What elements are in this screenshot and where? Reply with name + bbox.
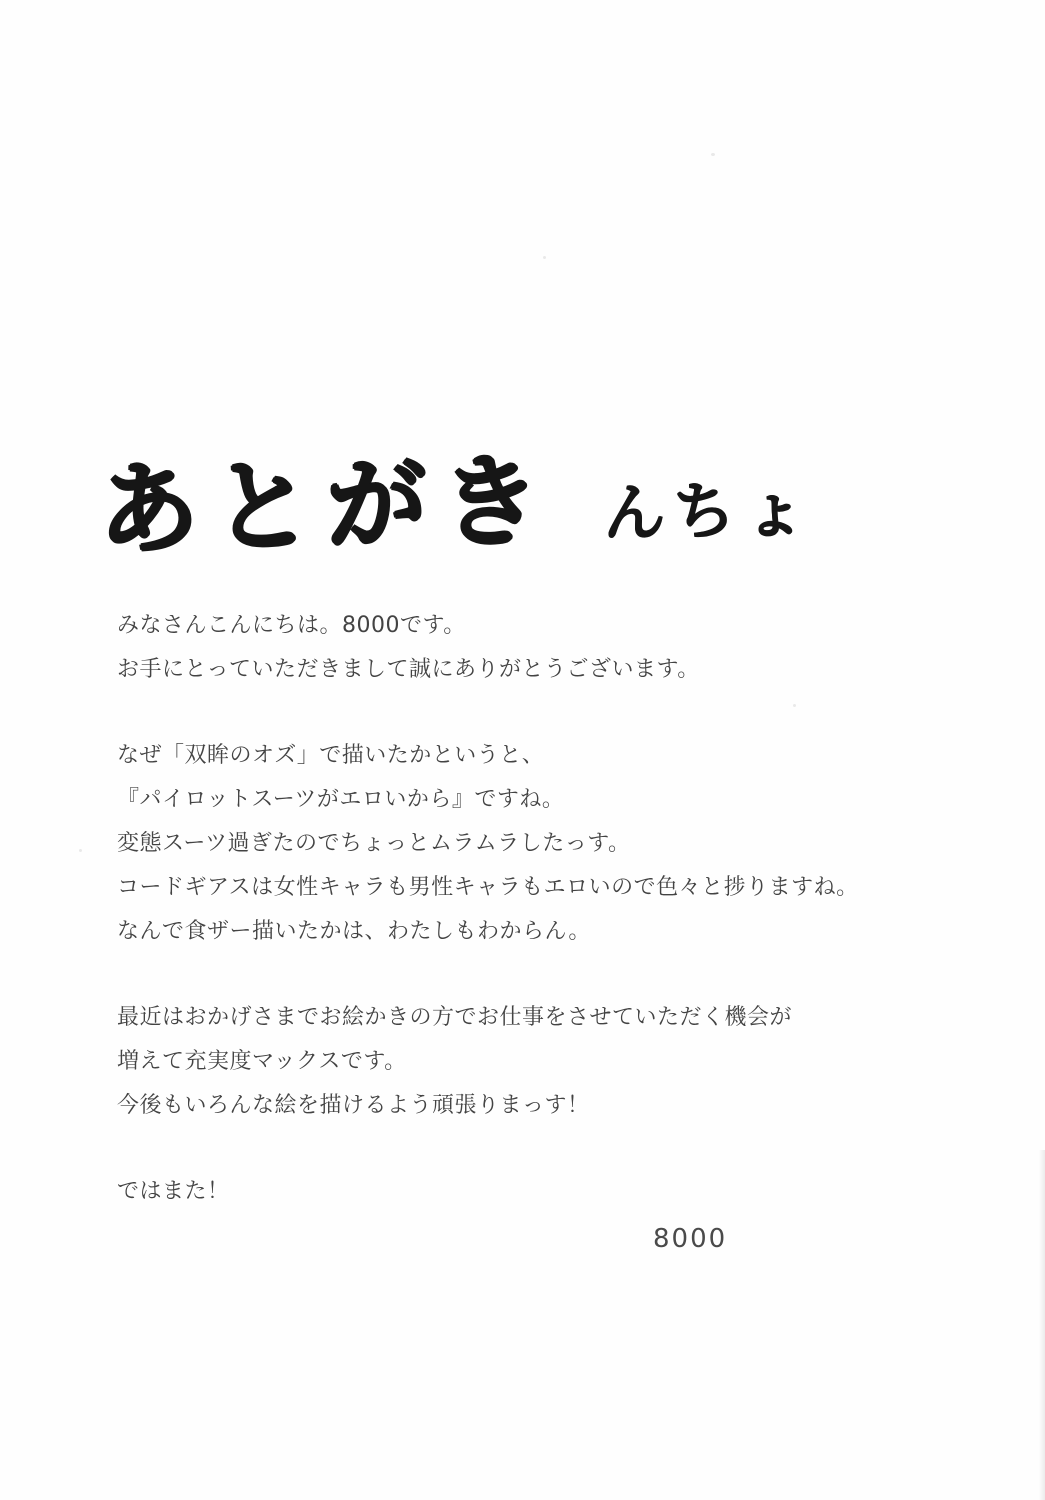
text-line: 増えて充実度マックスです。 bbox=[117, 1049, 407, 1074]
text-line: 今後もいろんな絵を描けるよう頑張りまっす！ bbox=[117, 1093, 590, 1118]
text-line: お手にとっていただきまして誠にありがとうございます。 bbox=[117, 657, 700, 682]
text-line: みなさんこんにちは。8000です。 bbox=[117, 613, 466, 638]
news-paragraph bbox=[117, 996, 947, 1128]
text-line: なんで食ザー描いたかは、わたしもわからん。 bbox=[117, 919, 591, 944]
scan-speck bbox=[793, 704, 796, 707]
reason-paragraph bbox=[117, 734, 947, 954]
text-line: 『パイロットスーツがエロいから』ですね。 bbox=[117, 787, 565, 812]
closing-paragraph bbox=[117, 1170, 947, 1214]
page-title-suffix: んちょ bbox=[602, 472, 814, 550]
scan-shadow-edge bbox=[1039, 1150, 1045, 1500]
scan-speck bbox=[79, 849, 82, 852]
afterword-body bbox=[117, 604, 947, 1214]
text-line: ではまた！ bbox=[117, 1179, 230, 1204]
text-line: 最近はおかげさまでお絵かきの方でお仕事をさせていただく機会が bbox=[117, 1005, 793, 1030]
page-title-main: あとがき bbox=[97, 442, 556, 570]
scan-speck bbox=[711, 153, 715, 156]
text-line: コードギアスは女性キャラも男性キャラもエロいので色々と捗りますね。 bbox=[117, 875, 859, 900]
greeting-paragraph bbox=[117, 604, 947, 692]
text-line: 変態スーツ過ぎたのでちょっとムラムラしたっす。 bbox=[117, 831, 631, 856]
artist-signature: 8000 bbox=[653, 1224, 728, 1254]
scan-speck bbox=[543, 256, 546, 259]
page-title bbox=[97, 415, 814, 574]
text-line: なぜ「双眸のオズ」で描いたかというと、 bbox=[117, 743, 545, 768]
